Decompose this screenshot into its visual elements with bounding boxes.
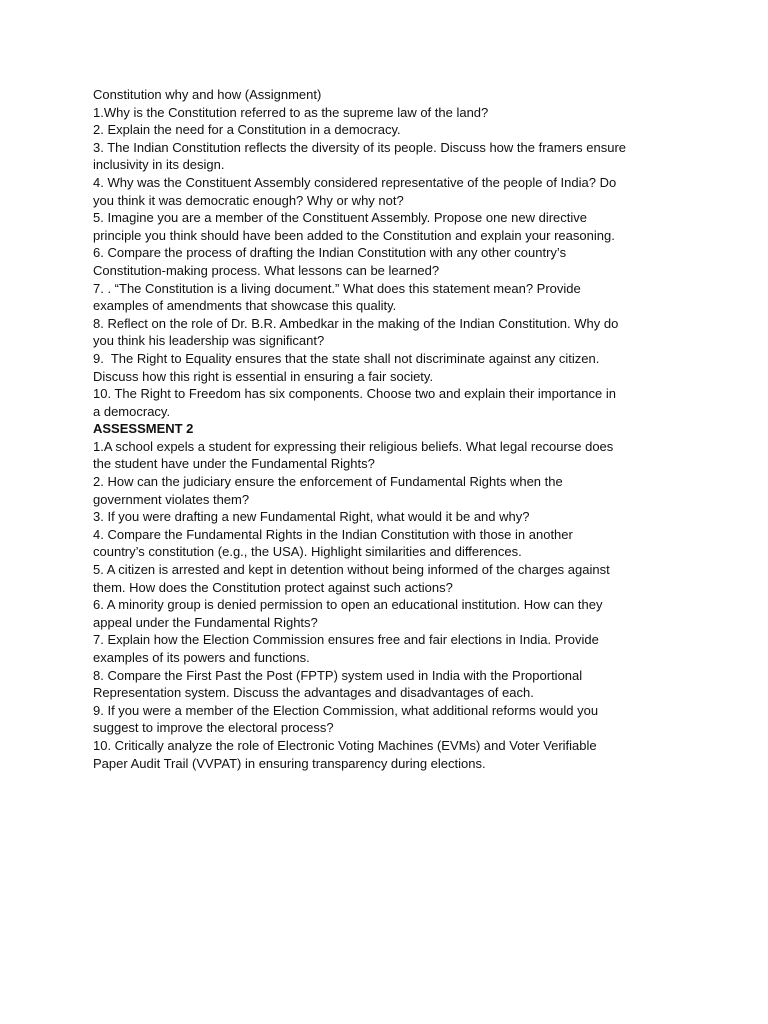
assignment1-question-list [93, 104, 693, 421]
question-text-line: a democracy. [93, 403, 171, 419]
question-7 [93, 280, 693, 315]
question-text-line: country’s constitution (e.g., the USA). Highlight similarities and differences. [93, 544, 522, 560]
question-text-line: 5. A citizen is arrested and kept in detention without being informed of the charges against [93, 562, 610, 578]
document-page [93, 86, 693, 772]
question-text-line: the student have under the Fundamental Rights? [93, 456, 375, 472]
assessment2-question-list [93, 438, 693, 772]
question-text-line: suggest to improve the electoral process? [93, 720, 334, 736]
question-2 [93, 121, 693, 139]
question-text-line: principle you think should have been added to the Constitution and explain your reasoning. [93, 227, 615, 243]
question-text-line: inclusivity in its design. [93, 157, 225, 173]
question-4 [93, 526, 693, 561]
question-text-line: 4. Compare the Fundamental Rights in the Indian Constitution with those in another [93, 526, 573, 542]
question-7 [93, 631, 693, 666]
question-text-line: 7. Explain how the Election Commission ensures free and fair elections in India. Provide [93, 632, 599, 648]
question-text-line: Paper Audit Trail (VVPAT) in ensuring transparency during elections. [93, 755, 486, 771]
question-text-line: 3. The Indian Constitution reflects the diversity of its people. Discuss how the framers ensure [93, 139, 627, 155]
question-text-line: 7. . “The Constitution is a living document.” What does this statement mean? Provide [93, 280, 581, 296]
question-text-line: you think his leadership was significant? [93, 333, 325, 349]
question-text-line: 10. The Right to Freedom has six components. Choose two and explain their importance in [93, 386, 616, 402]
question-text-line: Discuss how this right is essential in ensuring a fair society. [93, 368, 434, 384]
question-text-line: examples of its powers and functions. [93, 650, 310, 665]
question-text-line: 9. The Right to Equality ensures that the state shall not discriminate against any citizen. [93, 350, 600, 366]
question-4 [93, 174, 693, 209]
question-text-line: government violates them? [93, 491, 250, 507]
question-text-line: 8. Compare the First Past the Post (FPTP) system used in India with the Proportional [93, 667, 583, 683]
question-text-line: 1.A school expels a student for expressing their religious beliefs. What legal recourse does [93, 438, 614, 454]
question-text-line: 4. Why was the Constituent Assembly considered representative of the people of India? Do [93, 174, 617, 190]
question-9 [93, 350, 693, 385]
question-text-line: examples of amendments that showcase this quality. [93, 298, 397, 314]
question-1 [93, 104, 693, 122]
question-3 [93, 139, 693, 174]
question-9 [93, 702, 693, 737]
question-text-line: 3. If you were drafting a new Fundamental Right, what would it be and why? [93, 509, 530, 525]
question-10 [93, 385, 693, 420]
question-text-line: Representation system. Discuss the advantages and disadvantages of each. [93, 685, 534, 701]
question-6 [93, 596, 693, 631]
question-text-line: Constitution-making process. What lessons can be learned? [93, 262, 440, 278]
question-text-line: them. How does the Constitution protect against such actions? [93, 579, 453, 595]
question-text-line: 2. Explain the need for a Constitution in a democracy. [93, 122, 401, 138]
question-text-line: 10. Critically analyze the role of Electronic Voting Machines (EVMs) and Voter Verifiable [93, 737, 597, 753]
question-3 [93, 508, 693, 526]
question-2 [93, 473, 693, 508]
question-text-line: 6. Compare the process of drafting the Indian Constitution with any other country’s [93, 245, 567, 261]
question-text-line: you think it was democratic enough? Why or why not? [93, 192, 404, 208]
question-text-line: 5. Imagine you are a member of the Constituent Assembly. Propose one new directive [93, 210, 588, 226]
question-text-line: appeal under the Fundamental Rights? [93, 614, 318, 630]
question-10 [93, 737, 693, 772]
question-8 [93, 667, 693, 702]
assignment-title: Constitution why and how (Assignment) [93, 87, 322, 102]
question-5 [93, 209, 693, 244]
question-text-line: 9. If you were a member of the Election Commission, what additional reforms would you [93, 702, 599, 718]
question-6 [93, 244, 693, 279]
question-8 [93, 315, 693, 350]
assessment-heading: ASSESSMENT 2 [93, 421, 194, 437]
question-text-line: 1.Why is the Constitution referred to as the supreme law of the land? [93, 104, 489, 120]
question-text-line: 2. How can the judiciary ensure the enforcement of Fundamental Rights when the [93, 474, 563, 490]
question-1 [93, 438, 693, 473]
question-text-line: 6. A minority group is denied permission to open an educational institution. How can they [93, 597, 603, 613]
question-5 [93, 561, 693, 596]
question-text-line: 8. Reflect on the role of Dr. B.R. Ambedkar in the making of the Indian Constitution. Why do [93, 315, 619, 331]
